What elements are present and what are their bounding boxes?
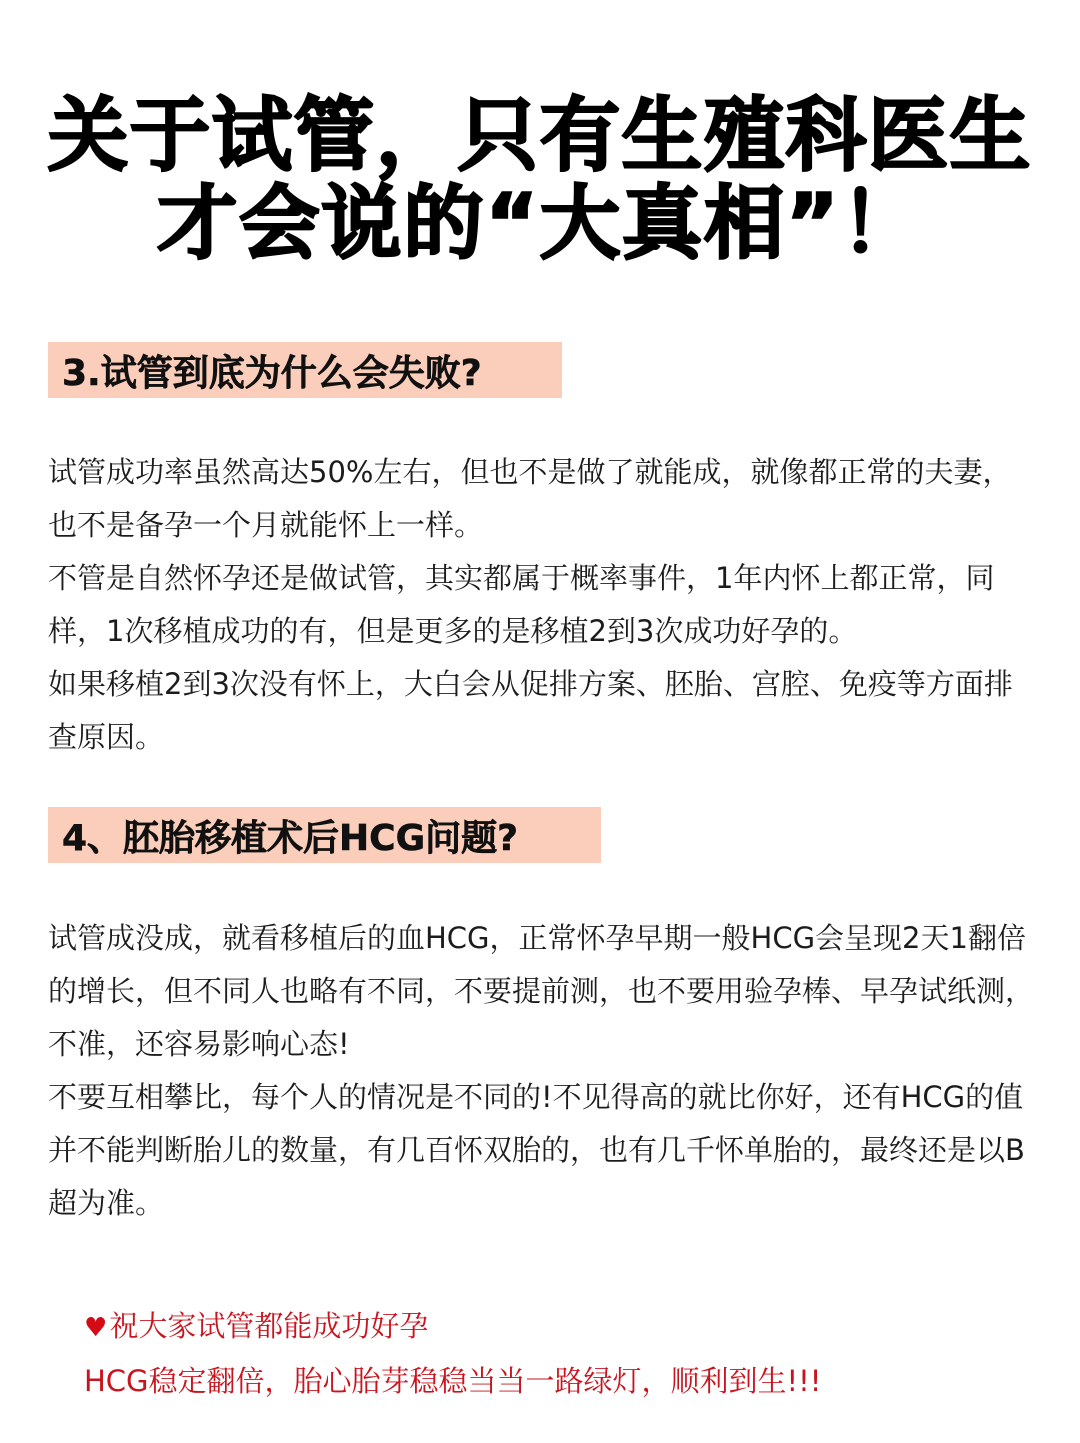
- page-title-line-1: 关于试管，只有生殖科医生: [48, 89, 1032, 182]
- paragraph: 试管成没成，就看移植后的血HCG，正常怀孕早期一般HCG会呈现2天1翻倍的增长，但不同人也略有不同，不要提前测，也不要用验孕棒、早孕试纸测，不准，还容易影响心态!: [48, 921, 1035, 1061]
- page-title: [0, 89, 1080, 270]
- section-heading-3: 3.试管到底为什么会失败?: [48, 342, 562, 398]
- closing-line-1-text: 祝大家试管都能成功好孕: [109, 1309, 429, 1343]
- page-title-line-2: 才会说的“大真相”！: [157, 177, 923, 270]
- section-4-body: [48, 912, 1038, 1230]
- closing-line-2: HCG稳定翻倍，胎心胎芽稳稳当当一路绿灯，顺利到生!!!: [84, 1364, 822, 1398]
- paragraph: 不要互相攀比，每个人的情况是不同的!不见得高的就比你好，还有HCG的值并不能判断胎儿的数量，有几百怀双胎的，也有几千怀单胎的，最终还是以B超为准。: [48, 1080, 1025, 1220]
- section-heading-4: 4、胚胎移植术后HCG问题?: [48, 807, 601, 863]
- paragraph: 不管是自然怀孕还是做试管，其实都属于概率事件，1年内怀上都正常，同样，1次移植成功的有，但是更多的是移植2到3次成功好孕的。: [48, 561, 995, 648]
- closing-wishes: [84, 1300, 821, 1408]
- paragraph: 试管成功率虽然高达50%左右，但也不是做了就能成，就像都正常的夫妻，也不是备孕一个月就能怀上一样。: [48, 455, 1012, 542]
- heart-icon: ♥: [84, 1313, 108, 1343]
- paragraph: 如果移植2到3次没有怀上，大白会从促排方案、胚胎、宫腔、免疫等方面排查原因。: [48, 667, 1013, 754]
- section-3-body: [48, 446, 1038, 764]
- closing-line-1: [84, 1300, 821, 1355]
